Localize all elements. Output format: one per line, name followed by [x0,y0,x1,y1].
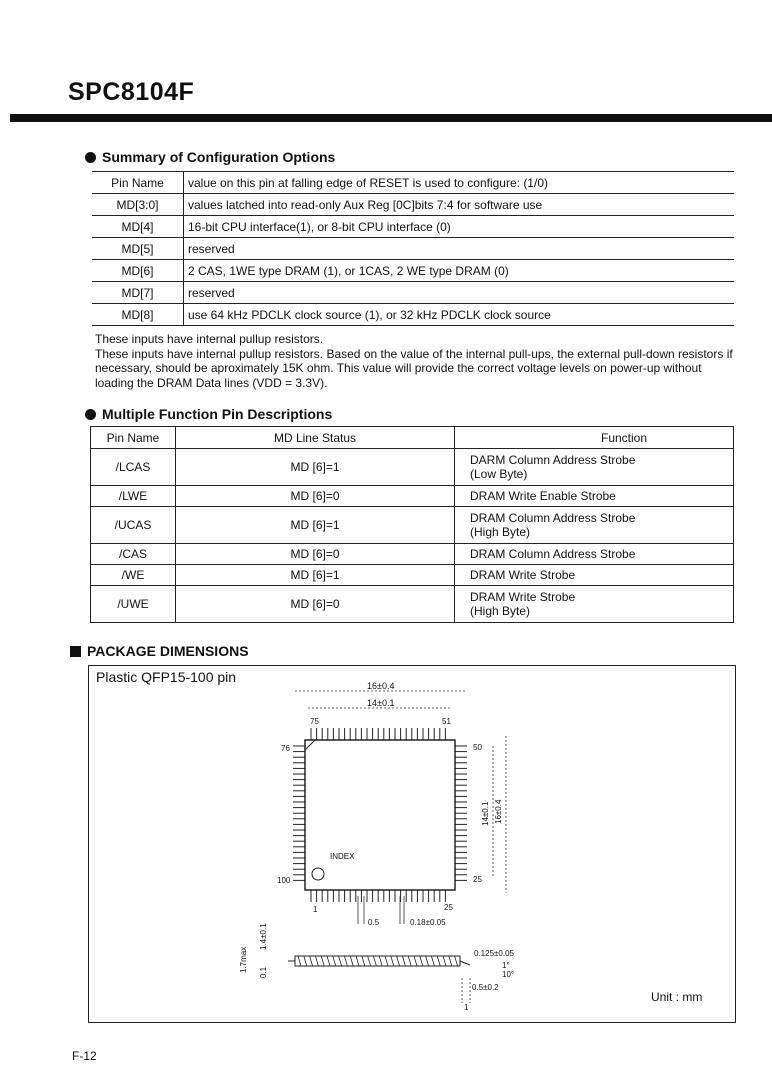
mf-pin-name: /CAS [91,544,176,565]
angle-2-label: 10° [502,970,515,979]
mf-function [455,544,734,565]
mf-function-line-2: (High Byte) [470,525,531,539]
mf-md-status: MD [6]=0 [176,544,455,565]
mf-md-status: MD [6]=1 [176,507,455,544]
mf-pin-name: /UCAS [91,507,176,544]
outer-width-label: 16±0.4 [367,681,395,691]
config-pin-value: values latched into read-only Aux Reg [0C]bits 7:4 for software use [184,194,735,216]
config-pin-value: 2 CAS, 1WE type DRAM (1), or 1CAS, 2 WE type DRAM (0) [184,260,735,282]
mf-md-status: MD [6]=1 [176,449,455,486]
pin-label-50: 50 [473,743,482,752]
mf-function-line-1: DARM Column Address Strobe [470,453,636,467]
table-row [91,507,734,544]
multi-section-heading [85,406,332,422]
lead-width-label: 0.18±0.05 [410,918,446,927]
document-title: SPC8104F [68,78,195,106]
table-row [92,304,734,326]
mf-md-status: MD [6]=0 [176,486,455,507]
side-view-lead-right [460,961,470,965]
pitch-label: 0.5 [368,918,380,927]
standoff-label: 0.1 [259,966,268,978]
mf-pin-name: /LCAS [91,449,176,486]
config-note-1: These inputs have internal pullup resistors. [95,332,324,346]
corner-chamfer [305,740,315,750]
table-row [91,565,734,586]
config-options-table [92,171,734,326]
table-row [92,260,734,282]
table-row [92,216,734,238]
index-mark-icon [312,868,324,880]
pin-label-25-bottom: 25 [444,903,453,912]
package-drawing [230,678,550,1018]
config-notes [95,332,735,390]
pin-label-1: 1 [313,905,318,914]
pin-label-100: 100 [277,876,291,885]
bullet-icon [85,152,96,163]
square-bullet-icon [70,646,81,657]
page-number: F-12 [72,1049,97,1063]
foot-length-label: 0.5±0.2 [472,983,499,992]
table-row [91,486,734,507]
unit-label: Unit : mm [651,990,703,1004]
mf-function-line-2: (High Byte) [470,604,531,618]
mf-pin-name: /LWE [91,486,176,507]
mf-function-line-1: DRAM Write Strobe [470,568,576,582]
mf-pin-name: /UWE [91,586,176,623]
body-height-label: 14±0.1 [481,801,490,826]
config-note-2: These inputs have internal pullup resistors. Based on the value of the internal pull-ups, the external pull-down resistors if necessary, should be aproximately 15K ohm. This value will provide the correct voltage levels on power-up without loading the DRAM Data lines (VDD = 3.3V). [95,346,733,390]
mf-function [455,449,734,486]
table-row [91,449,734,486]
config-pin-name: MD[6] [92,260,184,282]
config-pin-name: MD[5] [92,238,184,260]
config-pin-value: value on this pin at falling edge of RESET is used to configure: (1/0) [184,172,735,194]
side-view-body [295,956,460,966]
mf-function-line-1: DRAM Column Address Strobe [470,511,636,525]
mf-md-status: MD [6]=0 [176,586,455,623]
table-row [91,544,734,565]
outer-height-label: 16±0.4 [494,799,503,824]
multi-function-table [90,426,734,623]
package-section-heading [70,643,249,659]
config-section-title: Summary of Configuration Options [102,149,336,165]
multi-section-title: Multiple Function Pin Descriptions [102,406,333,422]
config-pin-name: Pin Name [92,172,184,194]
bullet-icon [85,409,96,420]
mf-function-line-2: (Low Byte) [470,467,528,481]
config-pin-name: MD[3:0] [92,194,184,216]
package-section-title: PACKAGE DIMENSIONS [87,643,249,659]
mf-function [455,565,734,586]
config-pin-name: MD[7] [92,282,184,304]
mf-function [455,586,734,623]
header-pin-name: Pin Name [91,427,176,449]
table-row [92,194,734,216]
mf-function-line-1: DRAM Column Address Strobe [470,547,636,561]
config-pin-value: reserved [184,282,735,304]
mf-function-line-1: DRAM Write Strobe [470,590,576,604]
mf-md-status: MD [6]=1 [176,565,455,586]
pin-label-76: 76 [281,744,290,753]
pin-label-75: 75 [310,717,319,726]
package-name: Plastic QFP15-100 pin [96,669,237,685]
pin-label-51: 51 [442,717,451,726]
height-body-label: 1.4±0.1 [259,923,268,950]
mf-function [455,486,734,507]
config-pin-value: reserved [184,238,735,260]
table-row [92,282,734,304]
package-body [305,740,455,890]
table-row [92,238,734,260]
mf-function [455,507,734,544]
height-max-label: 1.7max [239,946,248,973]
table-header-row [91,427,734,449]
index-label: INDEX [330,852,355,861]
header-rule [10,114,772,122]
angle-1-label: 1° [502,961,510,970]
bottom-tick-label: 1 [464,1003,469,1012]
package-leads [293,728,467,902]
header-md-status: MD Line Status [176,427,455,449]
config-section-heading [85,149,335,165]
pin-label-25: 25 [473,875,482,884]
table-row [91,586,734,623]
config-pin-value: use 64 kHz PDCLK clock source (1), or 32 kHz PDCLK clock source [184,304,735,326]
lead-thickness-label: 0.125±0.05 [474,949,514,958]
mf-pin-name: /WE [91,565,176,586]
table-row [92,172,734,194]
header-function: Function [455,427,734,449]
mf-function-line-1: DRAM Write Enable Strobe [470,489,616,503]
config-pin-name: MD[8] [92,304,184,326]
config-pin-name: MD[4] [92,216,184,238]
config-pin-value: 16-bit CPU interface(1), or 8-bit CPU interface (0) [184,216,735,238]
body-width-label: 14±0.1 [367,698,395,708]
